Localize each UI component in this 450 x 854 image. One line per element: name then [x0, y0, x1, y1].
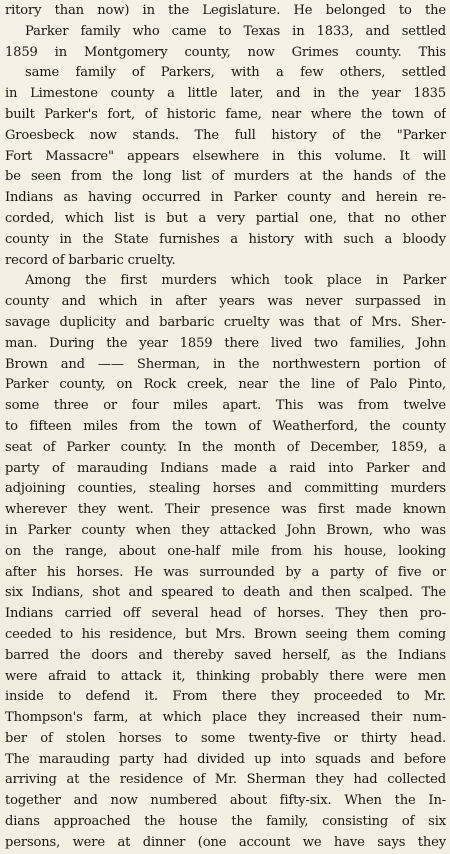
text-line: Thompson's farm, at which place they increased their num-	[5, 710, 446, 726]
text-line: Indians carried off several head of horses. They then pro-	[5, 606, 446, 622]
text-line: after his horses. He was surrounded by a party of five or	[5, 564, 446, 580]
text-line: county and which in after years was never surpassed in	[5, 294, 446, 310]
text-line: dians approached the house the family, consisting of six	[5, 814, 446, 830]
text-line: together and now numbered about fifty-six. When the In-	[5, 793, 446, 809]
text-line: man. During the year 1859 there lived two families, John	[5, 335, 446, 351]
text-line: in Limestone county a little later, and in the year 1835	[5, 86, 446, 102]
text-line: record of barbaric cruelty.	[5, 252, 176, 268]
text-line: ceeded to his residence, but Mrs. Brown seeing them coming	[5, 626, 446, 642]
text-line: party of marauding Indians made a raid into Parker and	[5, 460, 446, 476]
text-line: be seen from the long list of murders at the hands of the	[5, 169, 446, 185]
text-line: on the range, about one-half mile from his house, looking	[5, 543, 446, 559]
text-line: Parker family who came to Texas in 1833, and settled	[25, 23, 446, 39]
text-line: ritory than now) in the Legislature. He belonged to the	[5, 3, 446, 18]
text-line: Groesbeck now stands. The full history of the "Parker	[5, 127, 446, 143]
text-line: ber of stolen horses to some twenty-five or thirty head.	[5, 730, 446, 746]
text-line: six Indians, shot and speared to death and then scalped. The	[5, 585, 446, 601]
text-line: county in the State furnishes a history with such a bloody	[5, 231, 446, 247]
text-line: some three or four miles apart. This was from twelve	[5, 398, 446, 414]
text-line: savage duplicity and barbaric cruelty was that of Mrs. Sher-	[5, 314, 446, 330]
paragraph-parker-family	[5, 1, 446, 271]
text-line: were afraid to attack it, thinking probably there were men	[5, 668, 446, 684]
text-line: persons, were at dinner (one account we have says they	[5, 834, 446, 850]
text-line: Parker county, on Rock creek, near the line of Palo Pinto,	[5, 377, 446, 393]
text-line: seat of Parker county. In the month of December, 1859, a	[5, 439, 446, 455]
text-line: in Parker county when they attacked John Brown, who was	[5, 522, 446, 538]
text-line: Among the first murders which took place in Parker	[25, 273, 446, 289]
text-line: Brown and —— Sherman, in the northwestern portion of	[5, 356, 446, 372]
text-line: 1859 in Montgomery county, now Grimes county. This	[5, 44, 446, 60]
text-line: inside to defend it. From there they proceeded to Mr.	[5, 689, 446, 705]
text-line: built Parker's fort, of historic fame, near where the town of	[5, 106, 446, 122]
text-line: corded, which list is but a very partial one, that no other	[5, 210, 446, 226]
text-line: Fort Massacre" appears elsewhere in this volume. It will	[5, 148, 446, 164]
text-line: to fifteen miles from the town of Weatherford, the county	[5, 418, 446, 434]
text-line: wherever they went. Their presence was first made known	[5, 502, 446, 518]
text-line: The marauding party had divided up into squads and before	[5, 751, 446, 767]
text-line: arriving at the residence of Mr. Sherman they had collected	[5, 772, 446, 788]
text-line: barred the doors and thereby saved herself, as the Indians	[5, 647, 446, 663]
paragraph-sherman-murder	[5, 271, 446, 853]
text-line: adjoining counties, stealing horses and committing murders	[5, 481, 446, 497]
text-line: Indians as having occurred in Parker county and herein re-	[5, 190, 446, 206]
text-line: same family of Parkers, with a few others, settled	[25, 65, 446, 81]
